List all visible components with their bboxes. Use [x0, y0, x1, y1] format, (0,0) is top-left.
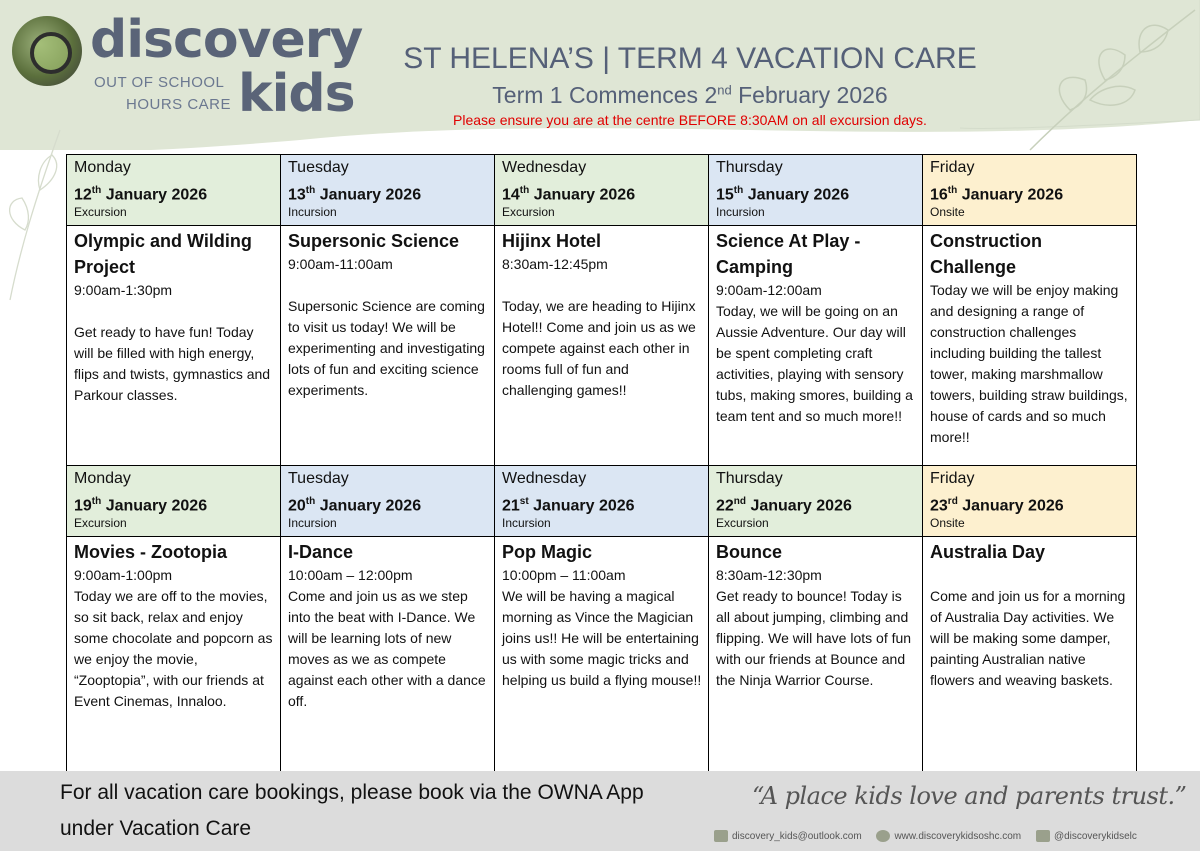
- activity-title: Construction Challenge: [930, 231, 1042, 277]
- day-date: 15th January 2026: [716, 185, 850, 204]
- day-name: Monday: [74, 159, 131, 176]
- logo-magnifier-photo: [12, 16, 82, 86]
- week-header-row: [67, 155, 1137, 226]
- activity-type: Excursion: [716, 516, 769, 531]
- day-header-cell: [923, 466, 1137, 537]
- activity-cell: [281, 537, 495, 802]
- activity-time: 9:00am-1:00pm: [74, 567, 173, 583]
- activity-time: 9:00am-1:30pm: [74, 282, 173, 298]
- schedule-table: [66, 154, 1137, 802]
- contact-bar: [714, 830, 1149, 842]
- activity-time: 10:00pm – 11:00am: [502, 567, 626, 583]
- contact-instagram: @discoverykidselc: [1053, 830, 1137, 842]
- page-title: ST HELENA’S | TERM 4 VACATION CARE: [403, 42, 977, 75]
- booking-instructions: For all vacation care bookings, please book via the OWNA App under Vacation Care: [60, 781, 644, 840]
- activity-time: 9:00am-11:00am: [288, 256, 393, 272]
- day-header-cell: [495, 466, 709, 537]
- activity-cell: [923, 226, 1137, 466]
- day-name: Tuesday: [288, 159, 349, 176]
- activity-description: Get ready to have fun! Today will be filled with high energy, flips and twists, gymnastics and Parkour classes.: [74, 324, 271, 403]
- activity-time: 8:30am-12:45pm: [502, 256, 608, 272]
- leaf-decoration-left: [0, 110, 70, 310]
- activity-type: Incursion: [288, 205, 337, 220]
- activity-type: Incursion: [288, 516, 337, 531]
- day-date: 19th January 2026: [74, 496, 208, 515]
- day-header-cell: [67, 466, 281, 537]
- activity-title: Hijinx Hotel: [502, 231, 602, 251]
- day-date: 14th January 2026: [502, 185, 636, 204]
- activity-cell: [709, 226, 923, 466]
- activity-type: Incursion: [502, 516, 551, 531]
- logo-subtitle-line1: OUT OF SCHOOL: [94, 74, 225, 91]
- activity-cell: [281, 226, 495, 466]
- day-header-cell: [281, 155, 495, 226]
- day-date: 23rd January 2026: [930, 496, 1064, 515]
- leaf-decoration: [1010, 0, 1200, 160]
- day-header-cell: [709, 155, 923, 226]
- day-name: Thursday: [716, 159, 783, 176]
- logo-word-discovery: discovery: [90, 10, 363, 70]
- week-activity-row: [67, 537, 1137, 802]
- activity-type: Excursion: [502, 205, 555, 220]
- day-name: Wednesday: [502, 470, 587, 487]
- activity-cell: [67, 537, 281, 802]
- activity-description: Today we will be enjoy making and designing a range of construction challenges including building the tallest tower, making marshmallow towers, building straw buildings, house of cards and so much more!!: [930, 282, 1128, 445]
- day-date: 22nd January 2026: [716, 496, 852, 515]
- activity-title: Supersonic Science: [288, 231, 460, 251]
- slogan: “A place kids love and parents trust.”: [752, 782, 1187, 810]
- activity-time: 10:00am – 12:00pm: [288, 567, 413, 583]
- excursion-notice: Please ensure you are at the centre BEFORE 8:30AM on all excursion days.: [453, 112, 927, 128]
- activity-title: Science At Play - Camping: [716, 231, 861, 277]
- contact-website: www.discoverykidsoshc.com: [894, 830, 1022, 842]
- day-header-cell: [923, 155, 1137, 226]
- activity-type: Excursion: [74, 205, 127, 220]
- contact-email: discovery_kids@outlook.com: [732, 830, 862, 842]
- activity-description: Come and join us as we step into the beat with I-Dance. We will be learning lots of new moves as we as compete against each other with a dance off.: [288, 588, 486, 709]
- logo-word-kids: kids: [238, 64, 355, 124]
- activity-type: Onsite: [930, 516, 965, 531]
- day-date: 21st January 2026: [502, 496, 635, 515]
- day-name: Friday: [930, 159, 975, 176]
- day-header-cell: [281, 466, 495, 537]
- activity-description: Today, we are heading to Hijinx Hotel!! Come and join us as we compete against each other in rooms full of fun and challenging games!!: [502, 298, 696, 398]
- day-name: Wednesday: [502, 159, 587, 176]
- activity-title: Olympic and Wilding Project: [74, 231, 252, 277]
- activity-title: Bounce: [716, 542, 783, 562]
- logo-subtitle-line2: HOURS CARE: [126, 96, 232, 113]
- globe-icon: [876, 830, 890, 842]
- day-date: 12th January 2026: [74, 185, 208, 204]
- activity-title: Australia Day: [930, 542, 1046, 562]
- activity-description: Come and join us for a morning of Australia Day activities. We will be making some damper, painting Australian native flowers and weaving baskets.: [930, 588, 1126, 688]
- day-header-cell: [67, 155, 281, 226]
- day-name: Thursday: [716, 470, 783, 487]
- activity-description: Supersonic Science are coming to visit us today! We will be experimenting and investigating lots of fun and exciting science experiments.: [288, 298, 485, 398]
- activity-cell: [923, 537, 1137, 802]
- day-name: Friday: [930, 470, 975, 487]
- activity-cell: [709, 537, 923, 802]
- day-header-cell: [709, 466, 923, 537]
- activity-description: Today we are off to the movies, so sit back, relax and enjoy some chocolate and popcorn as we enjoy the movie, “Zooptopia”, with our friends at Event Cinemas, Innaloo.: [74, 588, 273, 709]
- email-icon: [714, 830, 728, 842]
- day-date: 13th January 2026: [288, 185, 422, 204]
- activity-description: Today, we will be going on an Aussie Adventure. Our day will be spent completing craft activities, playing with sensory tubs, making smores, building a team tent and so much more!!: [716, 303, 913, 424]
- activity-type: Onsite: [930, 205, 965, 220]
- activity-title: Pop Magic: [502, 542, 593, 562]
- day-header-cell: [495, 155, 709, 226]
- activity-description: We will be having a magical morning as Vince the Magician joins us!! He will be entertaining us with some magic tricks and helping us build a flying mouse!!: [502, 588, 702, 688]
- activity-title: Movies - Zootopia: [74, 542, 227, 562]
- day-date: 20th January 2026: [288, 496, 422, 515]
- activity-title: I-Dance: [288, 542, 354, 562]
- activity-type: Excursion: [74, 516, 127, 531]
- day-name: Tuesday: [288, 470, 349, 487]
- activity-cell: [67, 226, 281, 466]
- week-header-row: [67, 466, 1137, 537]
- discovery-kids-logo: [10, 10, 363, 124]
- day-name: Monday: [74, 470, 131, 487]
- activity-cell: [495, 226, 709, 466]
- activity-cell: [495, 537, 709, 802]
- week-activity-row: [67, 226, 1137, 466]
- activity-type: Incursion: [716, 205, 765, 220]
- activity-time: 9:00am-12:00am: [716, 282, 822, 298]
- instagram-icon: [1036, 830, 1050, 842]
- activity-time: 8:30am-12:30pm: [716, 567, 822, 583]
- page-subtitle: Term 1 Commences 2nd February 2026: [492, 82, 888, 108]
- day-date: 16th January 2026: [930, 185, 1064, 204]
- activity-description: Get ready to bounce! Today is all about jumping, climbing and flipping. We will have lots of fun with our friends at Bounce and the Ninja Warrior Course.: [716, 588, 912, 688]
